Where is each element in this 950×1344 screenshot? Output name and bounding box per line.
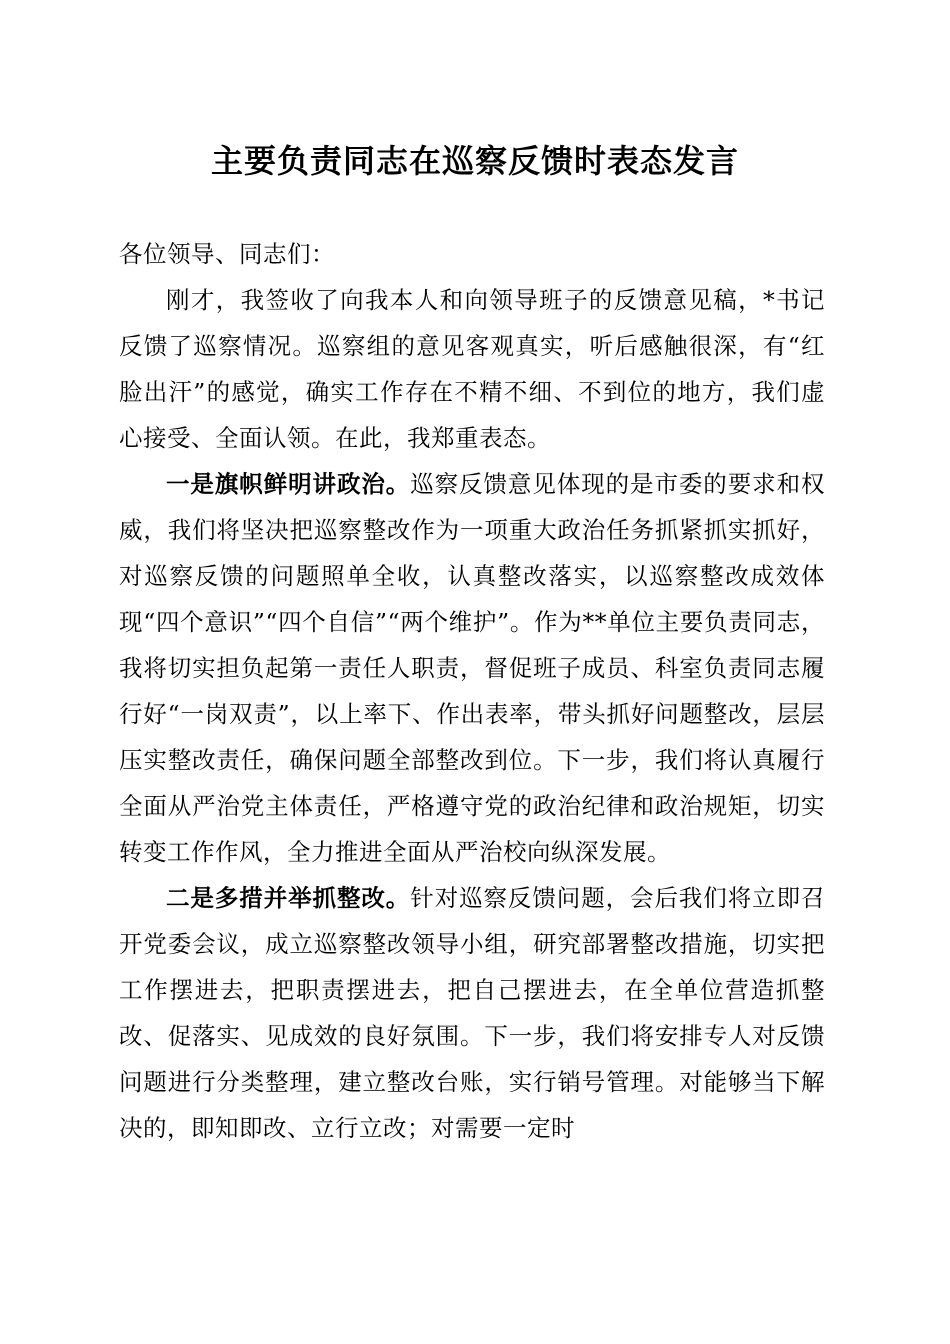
paragraph-lead: 一是旗帜鲜明讲政治。 (166, 470, 411, 498)
paragraph-text: 巡察反馈意见体现的是市委的要求和权威，我们将坚决把巡察整改作为一项重大政治任务抓紧抓实抓好，对巡察反馈的问题照单全收，认真整改落实，以巡察整改成效体现“四个意识”“四个自信”“两个维护”。作为**单位主要负责同志，我将切实担负起第一责任人职责，督促班子成员、科室负责同志履行好“一岗双责”，以上率下、作出表率，带头抓好问题整改，层层压实整改责任，确保问题全部整改到位。下一步，我们将认真履行全面从严治党主体责任，严格遵守党的政治纪律和政治规矩，切实转变工作作风，全力推进全面从严治校向纵深发展。 (119, 470, 826, 866)
paragraph-lead: 二是多措并举抓整改。 (166, 884, 411, 912)
paragraph-point-two (119, 875, 825, 1151)
paragraph-text: 针对巡察反馈问题，会后我们将立即召开党委会议，成立巡察整改领导小组，研究部署整改措施，切实把工作摆进去，把职责摆进去，把自己摆进去，在全单位营造抓整改、促落实、见成效的良好氛围。下一步，我们将安排专人对反馈问题进行分类整理，建立整改台账，实行销号管理。对能够当下解决的，即知即改、立行立改；对需要一定时 (119, 884, 826, 1142)
paragraph-text: 刚才，我签收了向我本人和向领导班子的反馈意见稿，*书记反馈了巡察情况。巡察组的意见客观真实，听后感触很深，有“红脸出汗”的感觉，确实工作存在不精不细、不到位的地方，我们虚心接受、全面认领。在此，我郑重表态。 (119, 286, 825, 452)
document-title: 主要负责同志在巡察反馈时表态发言 (210, 142, 739, 180)
document-body (119, 231, 825, 1151)
salutation: 各位领导、同志们： (119, 240, 335, 268)
paragraph-opening (119, 277, 825, 461)
paragraph-point-one (119, 461, 825, 875)
